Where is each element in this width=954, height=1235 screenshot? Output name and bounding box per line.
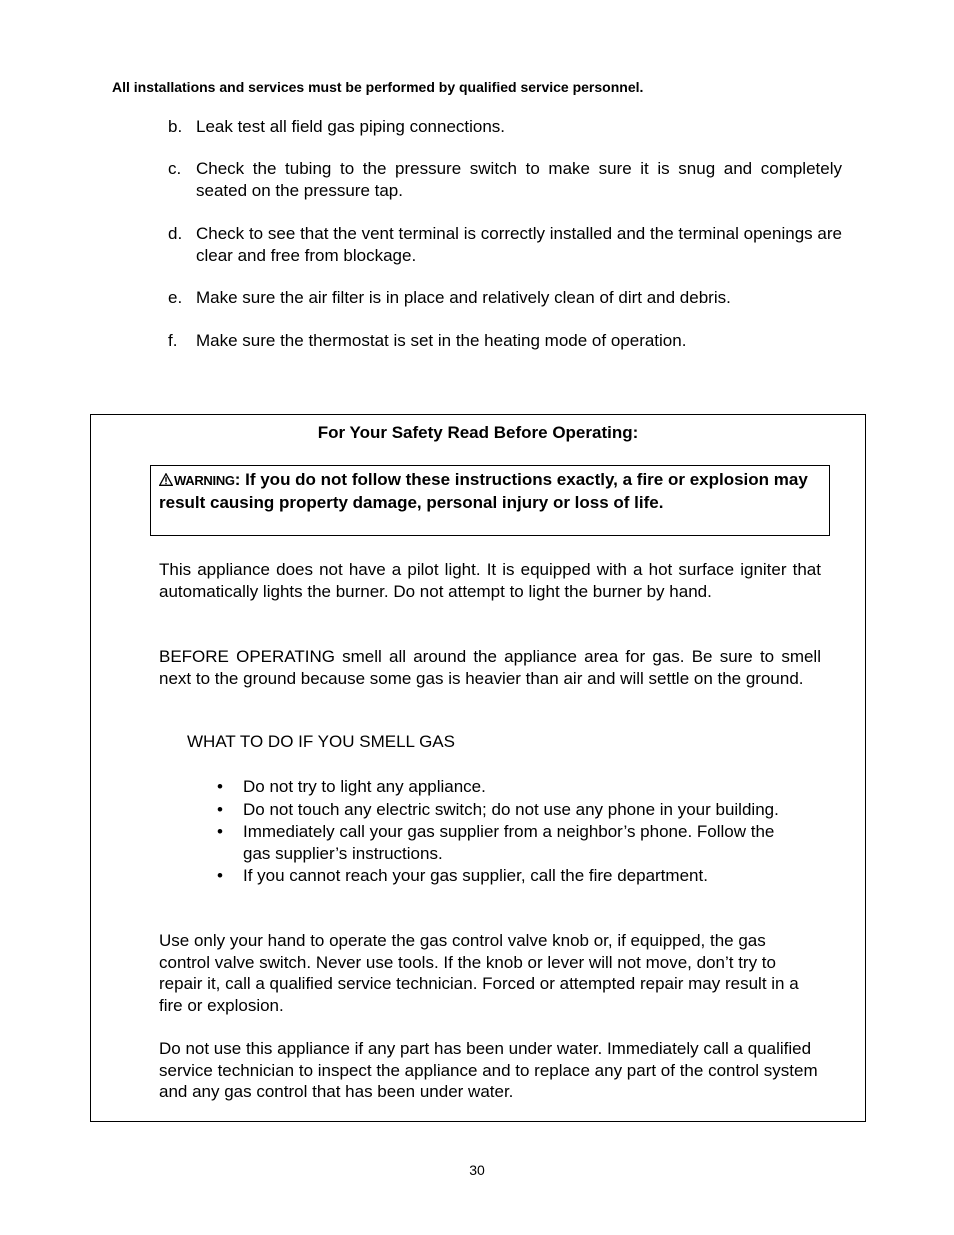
bullet-glyph: • <box>217 822 223 842</box>
step-b <box>168 116 842 138</box>
bullet-glyph: • <box>217 866 223 886</box>
list-item <box>209 776 779 798</box>
step-letter: e. <box>168 288 183 307</box>
step-text: Make sure the thermostat is set in the heating mode of operation. <box>196 331 687 350</box>
warning-box <box>150 465 830 536</box>
warning-triangle-icon <box>159 473 173 486</box>
qualified-personnel-note: All installations and services must be performed by qualified service personnel. <box>112 79 644 95</box>
under-water-paragraph: Do not use this appliance if any part has been under water. Immediately call a qualified service technician to inspect the appliance and to replace any part of the control system and any gas control that has been under water. <box>159 1039 818 1102</box>
step-text: Leak test all field gas piping connections. <box>196 117 506 136</box>
step-letter: b. <box>168 117 183 136</box>
list-item <box>209 799 779 821</box>
step-letter: d. <box>168 224 183 243</box>
warning-text: : If you do not follow these instructions exactly, a fire or explosion may result causing property damage, personal injury or loss of life. <box>159 470 808 512</box>
bullet-glyph: • <box>217 777 223 796</box>
smell-gas-list <box>209 776 779 888</box>
safety-title: For Your Safety Read Before Operating: <box>317 423 639 442</box>
list-item <box>209 821 779 864</box>
list-item-text: Do not touch any electric switch; do not use any phone in your building. <box>243 799 779 819</box>
hand-operation-paragraph: Use only your hand to operate the gas control valve knob or, if equipped, the gas control valve switch. Never use tools. If the knob or lever will not move, don’t try to repair it, call a qualified service technician. Forced or attempted repair may result in a fire or explosion. <box>159 931 799 1015</box>
step-c <box>168 158 842 202</box>
step-e <box>168 287 842 309</box>
step-letter: f. <box>168 331 178 350</box>
list-item-text: Immediately call your gas supplier from a neighbor’s phone. Follow the gas supplier’s instructions. <box>243 822 775 863</box>
bullet-glyph: • <box>217 799 223 819</box>
before-operating-paragraph: BEFORE OPERATING smell all around the appliance area for gas. Be sure to smell next to the ground because some gas is heavier than air and will settle on the ground. <box>159 647 821 688</box>
list-item-text: Do not try to light any appliance. <box>243 777 486 796</box>
step-f <box>168 330 842 352</box>
step-text: Make sure the air filter is in place and relatively clean of dirt and debris. <box>196 288 731 307</box>
step-text: Check to see that the vent terminal is correctly installed and the terminal openings are clear and free from blockage. <box>196 224 842 265</box>
safety-notice-box <box>90 414 866 1122</box>
warning-label: WARNING <box>174 473 235 488</box>
list-item-text: If you cannot reach your gas supplier, call the fire department. <box>243 866 708 886</box>
pilot-light-paragraph: This appliance does not have a pilot light. It is equipped with a hot surface igniter that automatically lights the burner. Do not attempt to light the burner by hand. <box>159 560 821 601</box>
list-item <box>209 865 779 887</box>
step-text: Check the tubing to the pressure switch to make sure it is snug and completely seated on the pressure tap. <box>196 159 842 200</box>
page-number: 30 <box>469 1162 485 1178</box>
step-d <box>168 223 842 267</box>
smell-gas-heading: WHAT TO DO IF YOU SMELL GAS <box>187 732 455 751</box>
step-letter: c. <box>168 159 182 178</box>
